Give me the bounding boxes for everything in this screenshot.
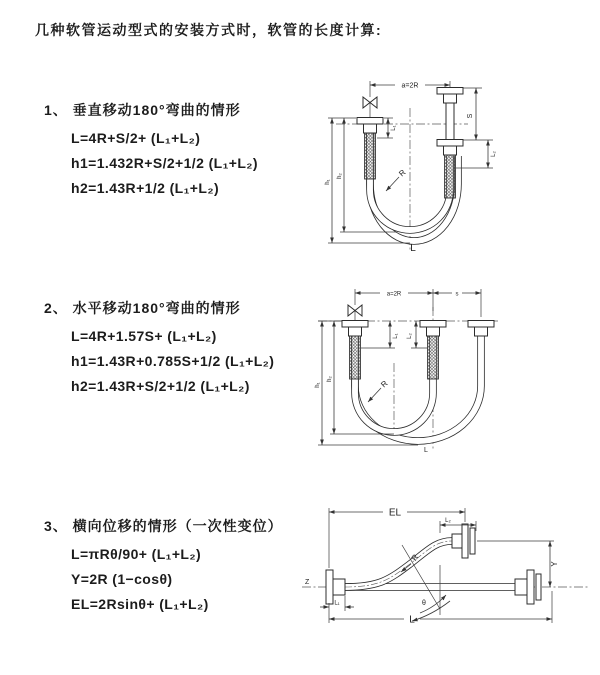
formula-h1: h1=1.432R+S/2+1/2 (L₁+L₂) xyxy=(71,155,258,171)
length-label: L xyxy=(410,243,416,254)
braid-section-left xyxy=(350,335,361,379)
flange-right-lower xyxy=(437,140,463,156)
braid-section-middle xyxy=(428,335,439,379)
flange-left xyxy=(342,321,368,337)
dim-el xyxy=(329,507,465,569)
dim-label-el: EL xyxy=(388,507,402,519)
diagram-lateral-displacement xyxy=(300,503,596,634)
dim-s xyxy=(433,289,481,298)
dim-label-l1: L₁ xyxy=(391,125,397,131)
dim-label-s: S xyxy=(467,113,474,119)
dim-label-l2: L₂ xyxy=(407,333,413,339)
braid-section-right xyxy=(445,154,456,198)
angle-callout xyxy=(412,565,450,621)
diagram-horizontal-180-bend xyxy=(312,281,540,455)
formula-h2: h2=1.43R+1/2 (L₁+L₂) xyxy=(71,180,220,196)
dim-l xyxy=(329,591,552,626)
dim-label-h1: h₁ xyxy=(315,382,321,388)
flange-right-upper xyxy=(437,88,463,104)
pipe-stem xyxy=(446,102,454,141)
radius-label: R xyxy=(379,378,390,390)
page-title: 几种软管运动型式的安装方式时，软管的长度计算: xyxy=(35,22,383,38)
formula-y: Y=2R (1−cosθ) xyxy=(71,571,173,587)
axis-mark-z: Z xyxy=(305,579,310,586)
formula-h2: h2=1.43R+S/2+1/2 (L₁+L₂) xyxy=(71,378,250,394)
hose-outlines xyxy=(355,336,481,441)
length-label: L xyxy=(424,447,428,454)
braid-section-left xyxy=(365,132,376,179)
flange-middle xyxy=(420,321,446,337)
radius-callout xyxy=(386,168,408,191)
valve-icon xyxy=(348,289,362,320)
section-3-heading: 3、 横向位移的情形（一次性变位） xyxy=(44,518,283,534)
dim-label-s: s xyxy=(455,291,459,298)
dim-label-a2r: a=2R xyxy=(386,291,402,298)
formula-l: L=πRθ/90+ (L₁+L₂) xyxy=(71,546,202,562)
section-1-heading: 1、 垂直移动180°弯曲的情形 xyxy=(44,102,241,118)
formula-l: L=4R+S/2+ (L₁+L₂) xyxy=(71,130,201,146)
dim-label-h2: h₂ xyxy=(337,173,343,179)
formula-h1: h1=1.43R+0.785S+1/2 (L₁+L₂) xyxy=(71,353,275,369)
angle-label: θ xyxy=(422,600,426,607)
dim-label-l1: L₁ xyxy=(334,600,340,607)
valve-icon xyxy=(363,81,377,117)
flange-top xyxy=(452,524,475,558)
radius-callout xyxy=(368,379,390,402)
section-lateral-displacement xyxy=(44,516,324,617)
formula-el: EL=2Rsinθ+ (L₁+L₂) xyxy=(71,596,209,612)
radius-label: R xyxy=(397,167,408,179)
dim-label-y: Y xyxy=(550,561,559,567)
flange-left xyxy=(357,118,383,134)
dim-h1 xyxy=(315,321,418,445)
section-2-heading: 2、 水平移动180°弯曲的情形 xyxy=(44,300,241,316)
dim-label-h2: h₂ xyxy=(327,376,333,382)
dim-label-l2: L₂ xyxy=(491,151,497,157)
radius-label: R xyxy=(409,552,421,563)
diagram-vertical-180-bend xyxy=(316,72,528,257)
section-horizontal-bend xyxy=(44,298,324,399)
dim-s xyxy=(463,88,493,140)
dim-l1 xyxy=(320,596,354,611)
formula-l: L=4R+1.57S+ (L₁+L₂) xyxy=(71,328,217,344)
dim-label-l1: L₁ xyxy=(393,333,399,339)
dim-label-l2: L₂ xyxy=(445,518,451,524)
dim-label-l: L xyxy=(409,614,415,626)
dim-label-h1: h₁ xyxy=(325,179,331,185)
flange-right xyxy=(515,570,541,604)
dim-label-a2r: a=2R xyxy=(401,82,419,90)
flange-right xyxy=(468,321,494,337)
flange-left xyxy=(326,570,345,604)
displaced-hose xyxy=(345,541,452,587)
section-vertical-bend xyxy=(44,100,324,201)
